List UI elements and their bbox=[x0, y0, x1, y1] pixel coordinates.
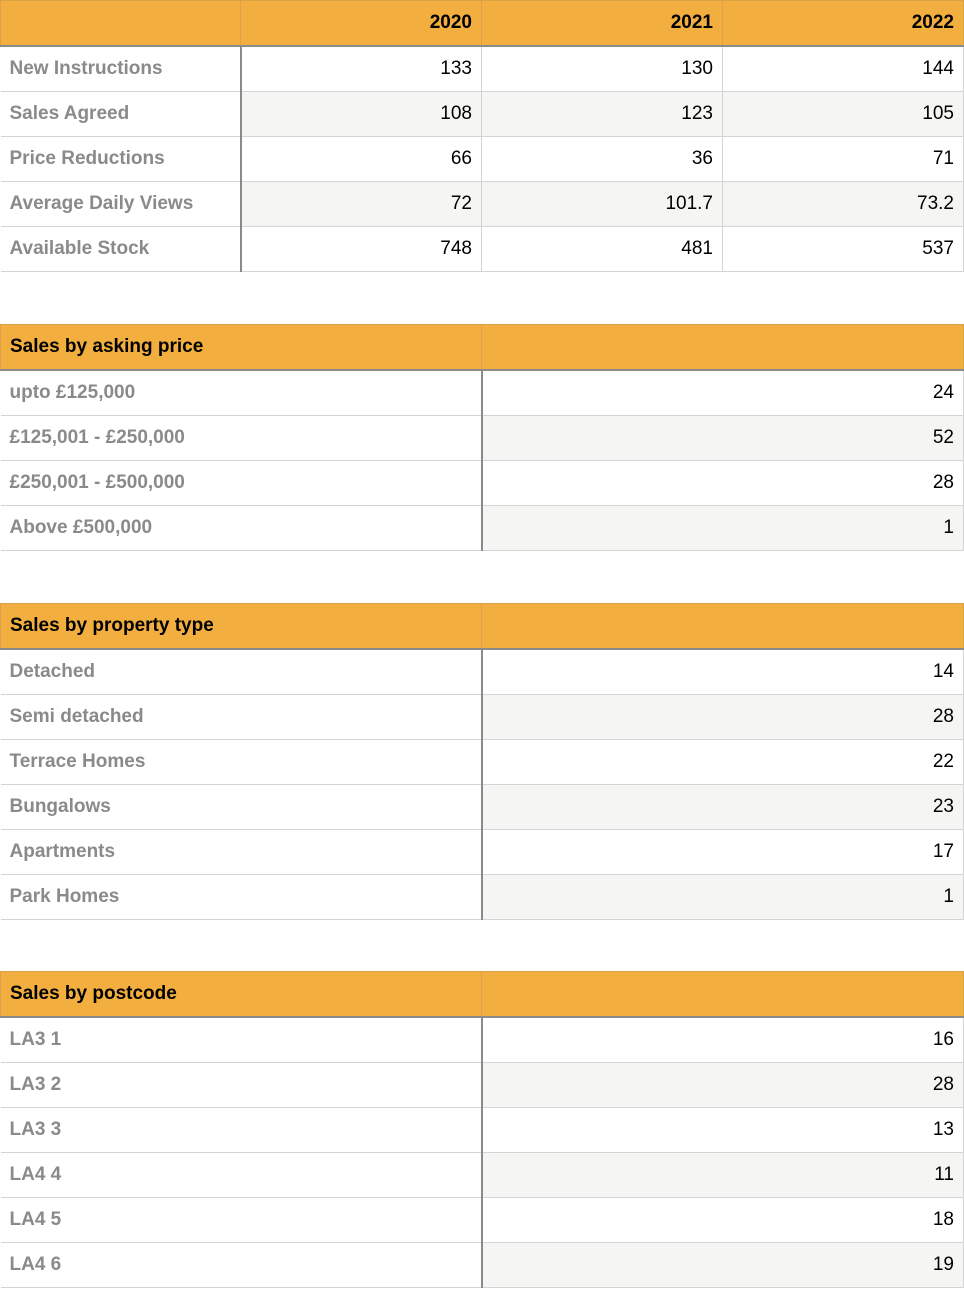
cell-value: 23 bbox=[482, 785, 964, 830]
cell-value: 22 bbox=[482, 740, 964, 785]
table-row bbox=[1, 1243, 964, 1288]
property-type-table bbox=[0, 603, 964, 920]
row-label: Semi detached bbox=[1, 695, 482, 740]
section-title: Sales by property type bbox=[1, 604, 482, 650]
row-label: LA3 2 bbox=[1, 1063, 482, 1108]
row-label: LA4 6 bbox=[1, 1243, 482, 1288]
cell-value: 19 bbox=[482, 1243, 964, 1288]
year-header: 2021 bbox=[482, 1, 723, 47]
yearly-stats-table bbox=[0, 0, 964, 272]
section-spacer bbox=[0, 272, 964, 324]
table-row bbox=[1, 1153, 964, 1198]
cell-value: 17 bbox=[482, 830, 964, 875]
cell-value: 13 bbox=[482, 1108, 964, 1153]
asking-price-table bbox=[0, 324, 964, 551]
cell-value: 18 bbox=[482, 1198, 964, 1243]
cell-value: 73.2 bbox=[723, 182, 964, 227]
table-row bbox=[1, 46, 964, 92]
cell-value: 28 bbox=[482, 461, 964, 506]
table-row bbox=[1, 461, 964, 506]
row-label: LA3 1 bbox=[1, 1017, 482, 1063]
row-label: upto £125,000 bbox=[1, 370, 482, 416]
row-label: LA4 5 bbox=[1, 1198, 482, 1243]
section-title: Sales by postcode bbox=[1, 972, 482, 1018]
table-row bbox=[1, 227, 964, 272]
row-label: Terrace Homes bbox=[1, 740, 482, 785]
cell-value: 36 bbox=[482, 137, 723, 182]
row-label: LA4 4 bbox=[1, 1153, 482, 1198]
table-header-row bbox=[1, 1, 964, 47]
table-row bbox=[1, 875, 964, 920]
row-label: Bungalows bbox=[1, 785, 482, 830]
cell-value: 481 bbox=[482, 227, 723, 272]
table-row bbox=[1, 1198, 964, 1243]
cell-value: 14 bbox=[482, 649, 964, 695]
table-row bbox=[1, 1063, 964, 1108]
table-row bbox=[1, 370, 964, 416]
cell-value: 537 bbox=[723, 227, 964, 272]
cell-value: 71 bbox=[723, 137, 964, 182]
row-label: Above £500,000 bbox=[1, 506, 482, 551]
cell-value: 123 bbox=[482, 92, 723, 137]
table-row bbox=[1, 416, 964, 461]
table-row bbox=[1, 92, 964, 137]
cell-value: 24 bbox=[482, 370, 964, 416]
row-label: Apartments bbox=[1, 830, 482, 875]
table-header-row bbox=[1, 604, 964, 650]
cell-value: 72 bbox=[241, 182, 482, 227]
row-label: LA3 3 bbox=[1, 1108, 482, 1153]
year-header: 2022 bbox=[723, 1, 964, 47]
header-empty-cell bbox=[482, 972, 964, 1018]
header-empty-cell bbox=[482, 325, 964, 371]
cell-value: 1 bbox=[482, 875, 964, 920]
cell-value: 52 bbox=[482, 416, 964, 461]
cell-value: 1 bbox=[482, 506, 964, 551]
row-label: Average Daily Views bbox=[1, 182, 241, 227]
cell-value: 101.7 bbox=[482, 182, 723, 227]
table-row bbox=[1, 740, 964, 785]
header-empty-cell bbox=[482, 604, 964, 650]
cell-value: 28 bbox=[482, 1063, 964, 1108]
section-spacer bbox=[0, 551, 964, 603]
table-header-row bbox=[1, 972, 964, 1018]
section-title: Sales by asking price bbox=[1, 325, 482, 371]
table-row bbox=[1, 830, 964, 875]
row-label: Available Stock bbox=[1, 227, 241, 272]
row-label: £250,001 - £500,000 bbox=[1, 461, 482, 506]
cell-value: 130 bbox=[482, 46, 723, 92]
year-header: 2020 bbox=[241, 1, 482, 47]
cell-value: 105 bbox=[723, 92, 964, 137]
cell-value: 108 bbox=[241, 92, 482, 137]
row-label: New Instructions bbox=[1, 46, 241, 92]
table-row bbox=[1, 1017, 964, 1063]
table-row bbox=[1, 649, 964, 695]
table-row bbox=[1, 1108, 964, 1153]
header-empty-cell bbox=[1, 1, 241, 47]
row-label: Price Reductions bbox=[1, 137, 241, 182]
row-label: £125,001 - £250,000 bbox=[1, 416, 482, 461]
cell-value: 748 bbox=[241, 227, 482, 272]
postcode-table bbox=[0, 971, 964, 1288]
row-label: Detached bbox=[1, 649, 482, 695]
cell-value: 11 bbox=[482, 1153, 964, 1198]
section-spacer bbox=[0, 920, 964, 971]
row-label: Park Homes bbox=[1, 875, 482, 920]
cell-value: 133 bbox=[241, 46, 482, 92]
cell-value: 144 bbox=[723, 46, 964, 92]
row-label: Sales Agreed bbox=[1, 92, 241, 137]
table-row bbox=[1, 695, 964, 740]
table-header-row bbox=[1, 325, 964, 371]
cell-value: 16 bbox=[482, 1017, 964, 1063]
table-row bbox=[1, 785, 964, 830]
table-row bbox=[1, 182, 964, 227]
cell-value: 66 bbox=[241, 137, 482, 182]
cell-value: 28 bbox=[482, 695, 964, 740]
table-row bbox=[1, 506, 964, 551]
table-row bbox=[1, 137, 964, 182]
